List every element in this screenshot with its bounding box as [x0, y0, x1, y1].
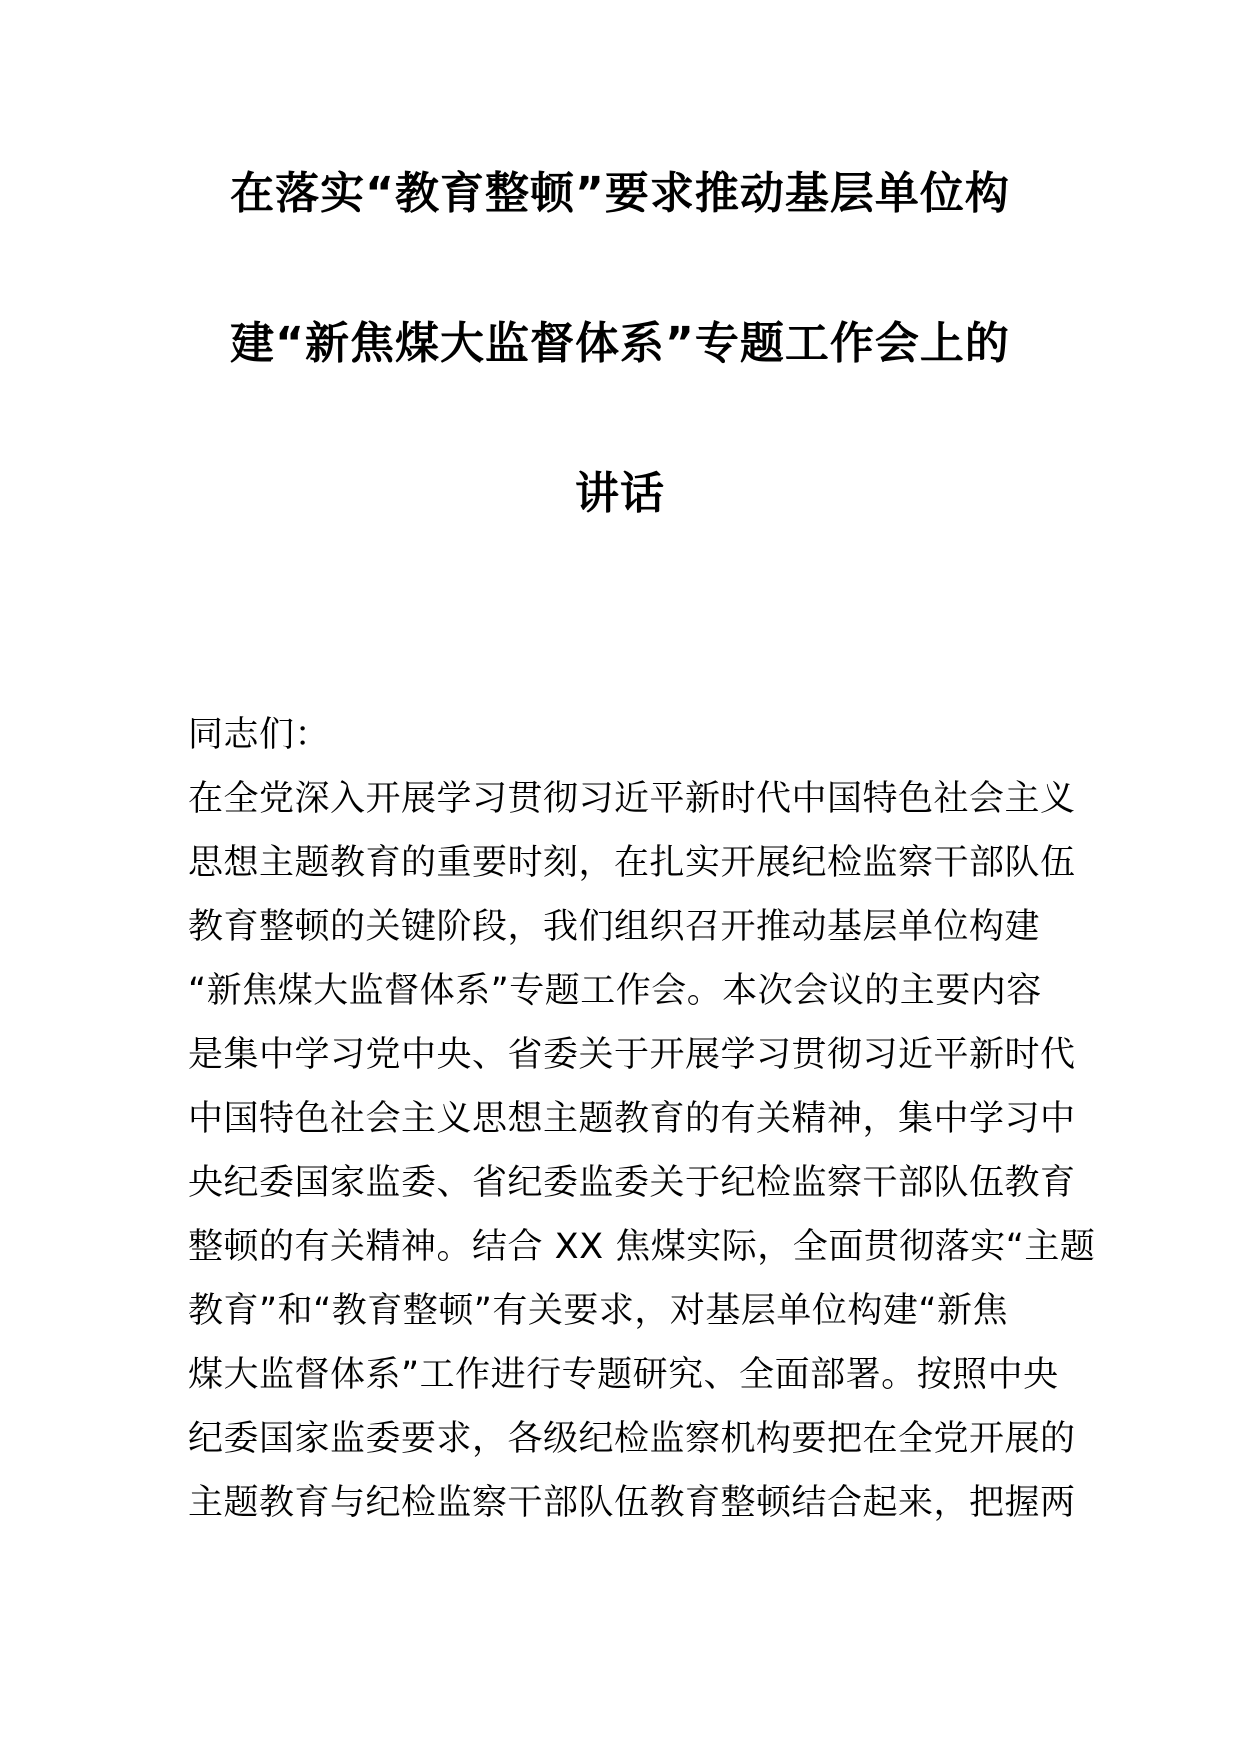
- title-line-3: 讲话: [575, 468, 665, 519]
- title-line-1: 在落实“教育整顿”要求推动基层单位构: [230, 168, 1010, 219]
- document-title: [150, 170, 1090, 518]
- salutation: 同志们：: [188, 715, 331, 755]
- body-line-7: 央纪委国家监委、省纪委监委关于纪检监察干部队伍教育: [188, 1163, 1076, 1203]
- body-line-5: 是集中学习党中央、省委关于开展学习贯彻习近平新时代: [188, 1035, 1076, 1075]
- body-line-11: 纪委国家监委要求，各级纪检监察机构要把在全党开展的: [188, 1419, 1076, 1459]
- body-line-6: 中国特色社会主义思想主题教育的有关精神，集中学习中: [188, 1099, 1076, 1139]
- body-line-1: 在全党深入开展学习贯彻习近平新时代中国特色社会主义: [188, 779, 1076, 819]
- body-line-2: 思想主题教育的重要时刻，在扎实开展纪检监察干部队伍: [188, 843, 1076, 883]
- body-line-12: 主题教育与纪检监察干部队伍教育整顿结合起来，把握两: [188, 1483, 1076, 1523]
- document-body: [188, 703, 1096, 1535]
- body-line-3: 教育整顿的关键阶段，我们组织召开推动基层单位构建: [188, 907, 1041, 947]
- body-line-10: 煤大监督体系”工作进行专题研究、全面部署。按照中央: [188, 1355, 1059, 1395]
- body-line-9: 教育”和“教育整顿”有关要求，对基层单位构建“新焦: [188, 1291, 1009, 1331]
- title-line-2: 建“新焦煤大监督体系”专题工作会上的: [230, 318, 1010, 369]
- body-line-8: 整顿的有关精神。结合 XX 焦煤实际，全面贯彻落实“主题: [188, 1227, 1096, 1267]
- body-line-4: “新焦煤大监督体系”专题工作会。本次会议的主要内容: [188, 971, 1042, 1011]
